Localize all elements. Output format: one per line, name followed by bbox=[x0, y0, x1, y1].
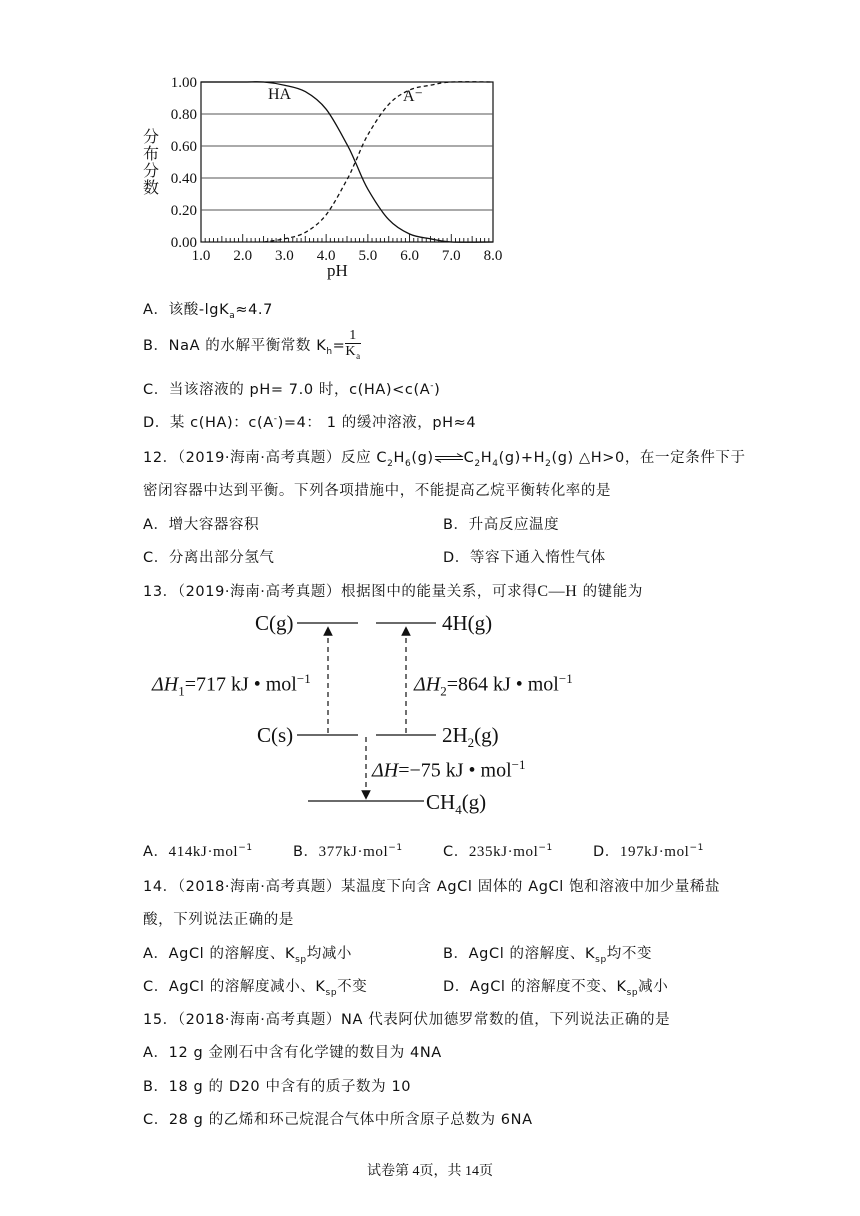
q14-option-a: A．AgCl 的溶解度、$K_{sp}$均减小 bbox=[143, 946, 353, 965]
chart-grid bbox=[201, 82, 493, 242]
q12-option-b: B．升高反应温度 bbox=[443, 517, 560, 533]
y-tick-label: 0.20 bbox=[170, 203, 197, 219]
q11-option-c: C．当该溶液的 pH= 7.0 时，c(HA)<c(A-) bbox=[143, 381, 441, 398]
energy-level-diagram bbox=[140, 605, 600, 830]
equilibrium-arrow-icon bbox=[434, 453, 464, 463]
y-tick-label: 0.60 bbox=[170, 139, 197, 155]
x-tick-label: 3.0 bbox=[275, 248, 294, 264]
plot-frame bbox=[201, 82, 493, 242]
chart-series bbox=[201, 82, 493, 242]
q15-stem: 15．（2018·海南·高考真题）NA 代表阿伏加德罗常数的值，下列说法正确的是 bbox=[143, 1012, 671, 1028]
y-tick-label: 1.00 bbox=[170, 75, 197, 91]
x-tick-label: 4.0 bbox=[316, 248, 336, 264]
q14-option-d: D．AgCl 的溶解度不变、$K_{sp}$减小 bbox=[443, 979, 669, 998]
label-cg: C(g) bbox=[255, 611, 294, 635]
q13-option-d: D．197kJ·mol$^{-1}$ bbox=[593, 843, 704, 860]
chart-tick-labels bbox=[171, 75, 503, 264]
q13-option-c: C．235kJ·mol$^{-1}$ bbox=[443, 843, 553, 860]
chart-x-label: pH bbox=[327, 261, 348, 280]
x-tick-label: 7.0 bbox=[441, 248, 461, 264]
x-tick-label: 2.0 bbox=[233, 248, 253, 264]
q14-option-b: B．AgCl 的溶解度、$K_{sp}$均不变 bbox=[443, 946, 653, 965]
q12-option-c: C．分离出部分氢气 bbox=[143, 550, 275, 566]
x-tick-label: 6.0 bbox=[400, 248, 419, 264]
x-tick-label: 1.0 bbox=[191, 248, 211, 264]
q13-option-a: A．414kJ·mol$^{-1}$ bbox=[143, 843, 253, 860]
chart-ticks bbox=[201, 234, 493, 242]
q15-option-b: B．18 g 的 D20 中含有的质子数为 10 bbox=[143, 1079, 412, 1095]
q14-stem-line1: 14．（2018·海南·高考真题）某温度下向含 AgCl 固体的 AgCl 饱和溶液中加少量稀盐 bbox=[143, 879, 721, 895]
label-ch4: $CH_4(g)$ bbox=[426, 790, 487, 818]
label-dh1: $\Delta H_1=717$ kJ • mol$^{-1}$ bbox=[152, 671, 311, 699]
q12-stem-line1: 12．（2019·海南·高考真题）反应 $C_2H_6(g)$ $C_2H_4(g)+H_2(g)$ △H>0，在一定条件下于 bbox=[143, 450, 746, 469]
q13-stem: 13．（2019·海南·高考真题）根据图中的能量关系，可求得C—H 的键能为 bbox=[143, 583, 643, 600]
y-tick-label: 0.80 bbox=[170, 107, 197, 123]
chart-y-label: 分布分数 bbox=[143, 127, 160, 197]
q15-option-c: C．28 g 的乙烯和环己烷混合气体中所含原子总数为 6NA bbox=[143, 1112, 533, 1128]
distribution-chart bbox=[130, 70, 510, 285]
q11-option-d: D．某 c(HA)：c(A-)=4： 1 的缓冲溶液，pH≈4 bbox=[143, 414, 477, 431]
label-2h2: $2H_2(g)$ bbox=[442, 723, 499, 751]
y-tick-label: 0.00 bbox=[170, 235, 197, 251]
label-dh: ΔH=−75 kJ • mol$^{-1}$ bbox=[372, 757, 526, 782]
label-4h: 4H(g) bbox=[442, 611, 493, 635]
q12-option-a: A．增大容器容积 bbox=[143, 517, 260, 533]
x-tick-label: 5.0 bbox=[358, 248, 378, 264]
series-label-ha: HA bbox=[268, 86, 292, 103]
x-tick-label: 8.0 bbox=[483, 248, 503, 264]
q13-option-b: B．377kJ·mol$^{-1}$ bbox=[293, 843, 403, 860]
series-ha-line bbox=[201, 82, 493, 242]
y-tick-label: 0.40 bbox=[170, 171, 197, 187]
series-a-minus-line bbox=[264, 82, 493, 242]
series-label-a-minus: A⁻ bbox=[403, 88, 423, 105]
q12-option-d: D．等容下通入惰性气体 bbox=[443, 550, 606, 566]
q12-stem-line2: 密闭容器中达到平衡。下列各项措施中，不能提高乙烷平衡转化率的是 bbox=[143, 483, 612, 499]
label-cs: C(s) bbox=[257, 723, 294, 747]
page-footer: 试卷第 4页，共 14页 bbox=[367, 1164, 493, 1179]
q15-option-a: A．12 g 金刚石中含有化学键的数目为 4NA bbox=[143, 1045, 442, 1061]
q11-option-b: B．NaA 的水解平衡常数 $K_h=$ $\frac{1}{K_a}$ bbox=[143, 328, 361, 361]
label-dh2: $\Delta H_2=864$ kJ • mol$^{-1}$ bbox=[414, 671, 573, 699]
q14-stem-line2: 酸，下列说法正确的是 bbox=[143, 912, 294, 928]
q14-option-c: C．AgCl 的溶解度减小、$K_{sp}$不变 bbox=[143, 979, 368, 998]
q11-option-a: A．该酸-lgK$_a$≈4.7 bbox=[143, 302, 273, 321]
